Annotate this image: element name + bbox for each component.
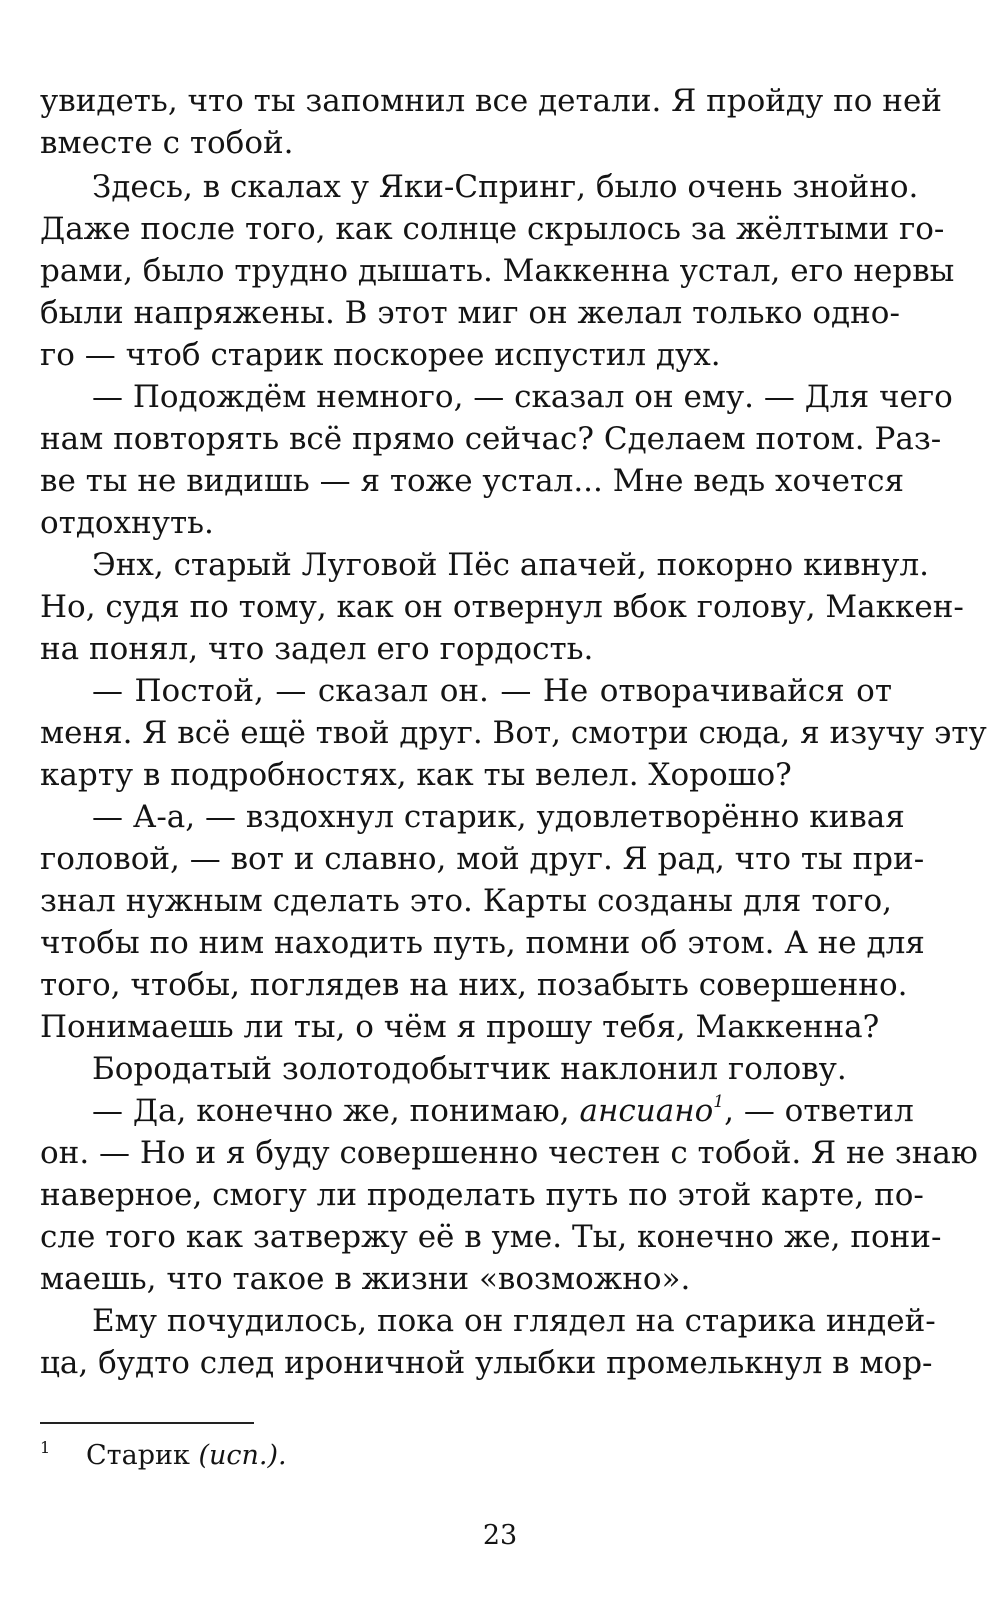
footnote-italic: (исп.). (198, 1440, 287, 1471)
text-line: Энх, старый Луговой Пёс апачей, покорно кивнул. (92, 547, 929, 583)
italic-word: ансиано (579, 1093, 714, 1129)
text-line: нам повторять всё прямо сейчас? Сделаем потом. Раз- (40, 421, 942, 457)
text-line: головой, — вот и славно, мой друг. Я рад, что ты при- (40, 841, 925, 877)
text-line: наверное, смогу ли проделать путь по этой карте, по- (40, 1177, 924, 1213)
text-line: на понял, что задел его гордость. (40, 631, 594, 667)
text-segment: — Да, конечно же, понимаю, (92, 1093, 580, 1129)
text-line: ве ты не видишь — я тоже устал... Мне ведь хочется (40, 463, 905, 499)
text-line: Ему почудилось, пока он глядел на старика индей- (92, 1303, 936, 1339)
text-line: увидеть, что ты запомнил все детали. Я пройду по ней (40, 83, 942, 119)
text-line: го — чтоб старик поскорее испустил дух. (40, 337, 721, 373)
text-line: — Постой, — сказал он. — Не отворачивайся от (92, 673, 892, 709)
text-line: Но, судя по тому, как он отвернул вбок голову, Маккен- (40, 589, 964, 625)
text-segment: , — ответил (724, 1093, 914, 1129)
text-line: маешь, что такое в жизни «возможно». (40, 1261, 691, 1297)
text-line: отдохнуть. (40, 505, 214, 541)
text-line: меня. Я всё ещё твой друг. Вот, смотри сюда, я изучу эту (40, 715, 987, 751)
text-line: чтобы по ним находить путь, помни об этом. А не для (40, 925, 925, 961)
text-line: — А-а, — вздохнул старик, удовлетворённо кивая (92, 799, 905, 835)
text-line: ца, будто след ироничной улыбки промелькнул в мор- (40, 1345, 933, 1381)
footnote-text (86, 1438, 287, 1474)
text-line: карту в подробностях, как ты велел. Хорошо? (40, 757, 792, 793)
footnote-reference[interactable]: 1 (713, 1092, 725, 1112)
text-line: — Подождём немного, — сказал он ему. — Для чего (92, 379, 953, 415)
text-line: Бородатый золотодобытчик наклонил голову. (92, 1051, 847, 1087)
footnote-plain: Старик (86, 1440, 199, 1471)
footnote-number: 1 (40, 1438, 51, 1457)
text-line: рами, было трудно дышать. Маккенна устал, его нервы (40, 253, 955, 289)
text-line: вместе с тобой. (40, 125, 294, 161)
text-line: он. — Но и я буду совершенно честен с тобой. Я не знаю (40, 1135, 978, 1171)
text-line: того, чтобы, поглядев на них, позабыть совершенно. (40, 967, 908, 1003)
text-line: Даже после того, как солнце скрылось за жёлтыми го- (40, 211, 945, 247)
page-number: 23 (482, 1520, 518, 1551)
text-line: знал нужным сделать это. Карты созданы для того, (40, 883, 892, 919)
text-line: Здесь, в скалах у Яки-Спринг, было очень знойно. (92, 169, 919, 205)
text-line-with-footnote-ref (92, 1090, 914, 1132)
text-line: сле того как затвержу её в уме. Ты, конечно же, пони- (40, 1219, 942, 1255)
text-line: Понимаешь ли ты, о чём я прошу тебя, Маккенна? (40, 1009, 880, 1045)
footnote-divider (40, 1422, 254, 1424)
text-line: были напряжены. В этот миг он желал только одно- (40, 295, 900, 331)
